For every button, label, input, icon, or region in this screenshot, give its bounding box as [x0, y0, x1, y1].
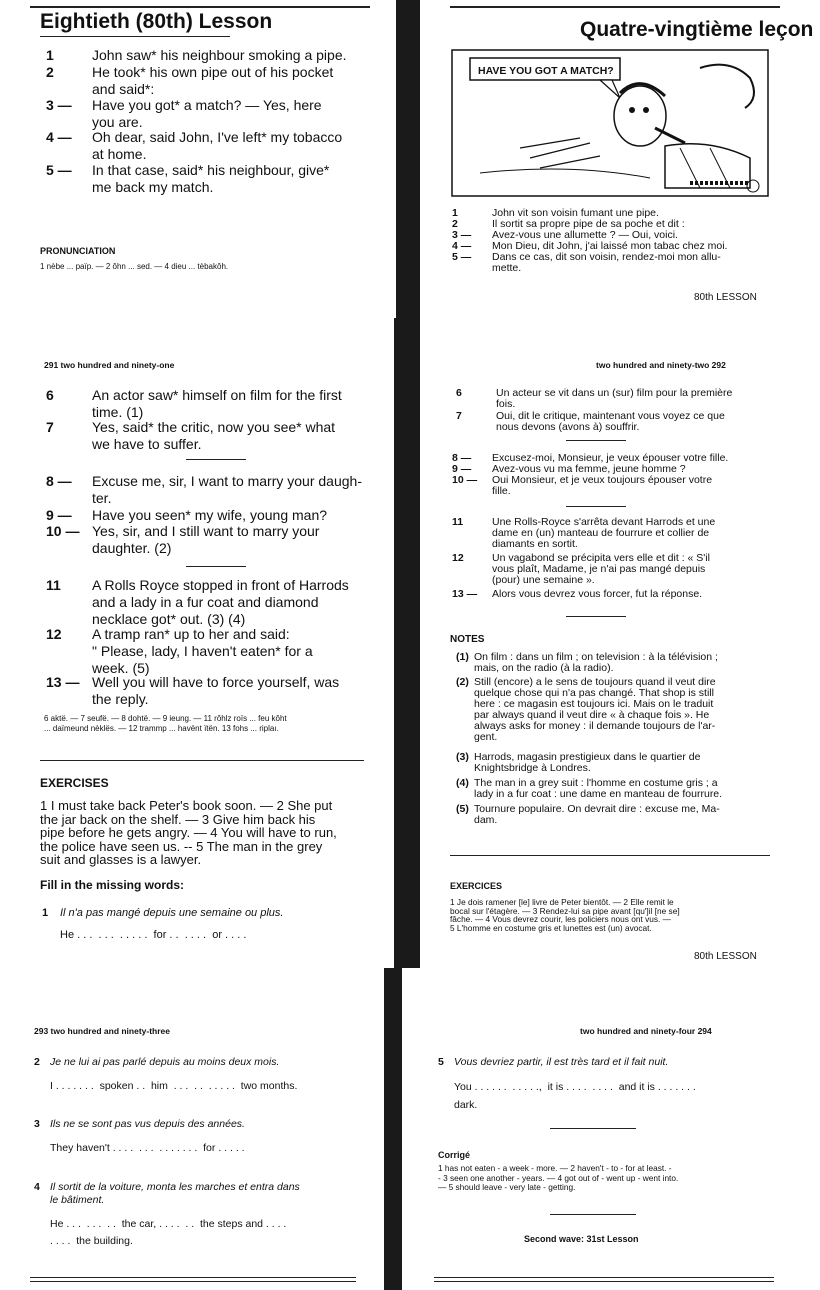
list-item: 12 A tramp ran* up to her and said: " Please, lady, I haven't eaten* for a week. (5): [46, 626, 313, 676]
list-item: 1 John vit son voisin fumant une pipe.: [452, 207, 659, 219]
list-item: 5 — In that case, said* his neighbour, give* me back my match.: [46, 162, 330, 195]
note-item: (1) On film : dans un film ; on television : à la télévision ; mais, on the radio (à la radio).: [456, 651, 718, 674]
corrige-label: Corrigé: [438, 1150, 471, 1160]
list-item: 4 — Oh dear, said John, I've left* my tobacco at home.: [46, 129, 343, 162]
page-header-right: two hundred and ninety-four 294: [580, 1026, 712, 1036]
exercices-text: 1 Je dois ramener [le] livre de Peter bientôt. — 2 Elle remit le bocal sur l'étagère. — 3 Rendez-lui sa pipe avant [qu']il [ne se] fâche. — 4 Vous devrez courir, les policiers nous ont vus. — 5 L'homme en costume gris et lunettes est (un) avocat.: [450, 897, 680, 933]
divider: [186, 566, 246, 567]
list-item: 9 — Have you seen* my wife, young man?: [46, 507, 328, 523]
page-header-left: 291 two hundred and ninety-one: [44, 360, 175, 370]
list-item: 8 — Excuse me, sir, I want to marry your daugh- ter.: [46, 473, 362, 506]
list-item: 10 — Oui Monsieur, et je veux toujours épouser votre fille.: [452, 474, 713, 497]
divider: [550, 1214, 636, 1215]
exercise-number: 5: [438, 1056, 444, 1068]
divider: [40, 760, 364, 761]
exercise-number: 3: [34, 1118, 40, 1130]
exercise-answer: You . . . . . . . . . . ., it is . . . . . . . . and it is . . . . . . . dark.: [454, 1081, 696, 1111]
page-header-right: two hundred and ninety-two 292: [596, 360, 726, 370]
list-item: 11 A Rolls Royce stopped in front of Harrods and a lady in a fur coat and diamond necklace got* out. (3) (4): [46, 577, 349, 627]
exercise-number: 4: [34, 1181, 40, 1193]
note-item: (2) Still (encore) a le sens de toujours quand il veut dire quelque chose qui n'a pas changé. That shop is still here : ce magasin est toujours ici. Mais on le traduit par always quand il veut dire « à chaque fois ». He always asks for money : il demande toujours de l'ar- gent.: [456, 676, 716, 743]
divider: [566, 506, 626, 507]
divider: [186, 459, 246, 460]
pronunciation-text: 6 aktë. — 7 seufë. — 8 dohtë. — 9 ieung. — 11 rôhlz roïs ... feu kôht ... daïmeund nèklës. — 12 trammp ... havënt ïtën. 13 fohs ... riplaı.: [44, 714, 287, 733]
list-item: 10 — Yes, sir, and I still want to marry your daughter. (2): [46, 523, 320, 556]
list-item: 12 Un vagabond se précipita vers elle et dit : « S'il vous plaît, Madame, je n'ai pas mangé depuis (pour) une semaine ».: [452, 552, 710, 586]
divider: [450, 855, 770, 856]
fill-answer: He . . . . . . . . . . . for . . . . . . or . . . .: [60, 929, 247, 941]
exercises-label: EXERCISES: [40, 776, 109, 790]
bottom-rule: [30, 1277, 356, 1278]
bottom-rule: [30, 1281, 356, 1282]
list-item: 2 Il sortit sa propre pipe de sa poche et dit :: [452, 218, 685, 230]
list-item: 9 — Avez-vous vu ma femme, jeune homme ?: [452, 463, 686, 475]
list-item: 7 Yes, said* the critic, now you see* what we have to suffer.: [46, 419, 336, 452]
list-item: 3 — Have you got* a match? — Yes, here you are.: [46, 97, 322, 130]
page-header-left: 293 two hundred and ninety-three: [34, 1026, 171, 1036]
fill-in-label: Fill in the missing words:: [40, 878, 185, 892]
exercise-question: Vous devriez partir, il est très tard et il fait nuit.: [454, 1056, 669, 1068]
exercise-number: 1: [42, 907, 49, 919]
page-gutter: [394, 318, 420, 968]
lesson-title-en: Eightieth (80th) Lesson: [40, 10, 273, 33]
lesson-footer: 80th LESSON: [694, 292, 757, 303]
list-item: 5 — Dans ce cas, dit son voisin, rendez-moi mon allu- mette.: [452, 251, 721, 274]
note-item: (3) Harrods, magasin prestigieux dans le quartier de Knightsbridge à Londres.: [456, 751, 701, 774]
divider: [550, 1128, 636, 1129]
lesson-title-fr: Quatre-vingtième leçon: [580, 18, 814, 41]
list-item: 4 — Mon Dieu, dit John, j'ai laissé mon tabac chez moi.: [452, 240, 728, 252]
list-item: 13 — Well you will have to force yourself, was the reply.: [46, 674, 340, 707]
exercises-text: 1 I must take back Peter's book soon. — 2 She put the jar back on the shelf. — 3 Give him back his pipe before he gets angry. — 4 You will have to run, the police have seen us. -- 5 The man in the grey suit and glasses is a lawyer.: [40, 798, 337, 867]
top-rule-right: [450, 6, 780, 8]
list-item: 3 — Avez-vous une allumette ? — Oui, voici.: [452, 229, 678, 241]
list-item: 8 — Excusez-moi, Monsieur, je veux épouser votre fille.: [452, 452, 729, 464]
page-gutter: [384, 968, 402, 1290]
second-wave-note: Second wave: 31st Lesson: [524, 1234, 639, 1244]
speech-bubble-text: HAVE YOU GOT A MATCH?: [478, 65, 614, 77]
divider: [566, 616, 626, 617]
exercise-number: 2: [34, 1056, 40, 1068]
exercise-question: Il sortit de la voiture, monta les marches et entra dans le bâtiment.: [50, 1181, 300, 1206]
note-item: (4) The man in a grey suit : l'homme en costume gris ; a lady in a fur coat : une dame en manteau de fourrure.: [456, 777, 723, 800]
top-rule-left: [30, 6, 370, 8]
exercise-question: Je ne lui ai pas parlé depuis au moins deux mois.: [50, 1056, 280, 1068]
cartoon-illustration: [450, 48, 770, 198]
divider: [566, 440, 626, 441]
fill-question: Il n'a pas mangé depuis une semaine ou plus.: [60, 907, 284, 919]
corrige-text: 1 has not eaten - a week - more. — 2 haven't - to - for at least. - - 3 seen one another - years. — 4 got out of - went up - went into. — 5 should leave - very late - getting.: [438, 1163, 679, 1192]
list-item: 1 John saw* his neighbour smoking a pipe.: [46, 47, 347, 63]
lesson-footer: 80th LESSON: [694, 951, 757, 962]
bottom-rule: [434, 1277, 774, 1278]
list-item: 13 — Alors vous devrez vous forcer, fut la réponse.: [452, 588, 703, 600]
pronunciation-label: PRONUNCIATION: [40, 246, 116, 256]
list-item: 6 An actor saw* himself on film for the first time. (1): [46, 387, 342, 420]
exercise-answer: I . . . . . . . spoken . . him . . . . . . . . . . two months.: [50, 1080, 298, 1092]
exercices-label: EXERCICES: [450, 881, 503, 891]
exercise-question: Ils ne se sont pas vus depuis des années.: [50, 1118, 245, 1130]
page-gutter: [396, 0, 420, 318]
exercise-answer: He . . . . . . . . the car, . . . . . . the steps and . . . . . . . . the building.: [50, 1218, 287, 1247]
list-item: 7 Oui, dit le critique, maintenant vous voyez ce que nous devons (avons à) souffrir.: [456, 410, 725, 433]
list-item: 6 Un acteur se vit dans un (sur) film pour la première fois.: [456, 387, 733, 410]
note-item: (5) Tournure populaire. On devrait dire : excuse me, Ma- dam.: [456, 803, 720, 826]
notes-label: NOTES: [450, 634, 485, 645]
list-item: 2 He took* his own pipe out of his pocket and said*:: [46, 64, 334, 97]
pronunciation-text: 1 nèbe ... païp. — 2 ôhn ... sed. — 4 dieu ... tèbakôh.: [40, 262, 229, 271]
bottom-rule: [434, 1281, 774, 1282]
list-item: 11 Une Rolls-Royce s'arrêta devant Harrods et une dame en (un) manteau de fourrure et collier de diamants en sortit.: [452, 516, 716, 550]
exercise-answer: They haven't . . . . . . . . . . . . . . for . . . . .: [50, 1142, 245, 1154]
title-underline-en: [40, 36, 230, 37]
